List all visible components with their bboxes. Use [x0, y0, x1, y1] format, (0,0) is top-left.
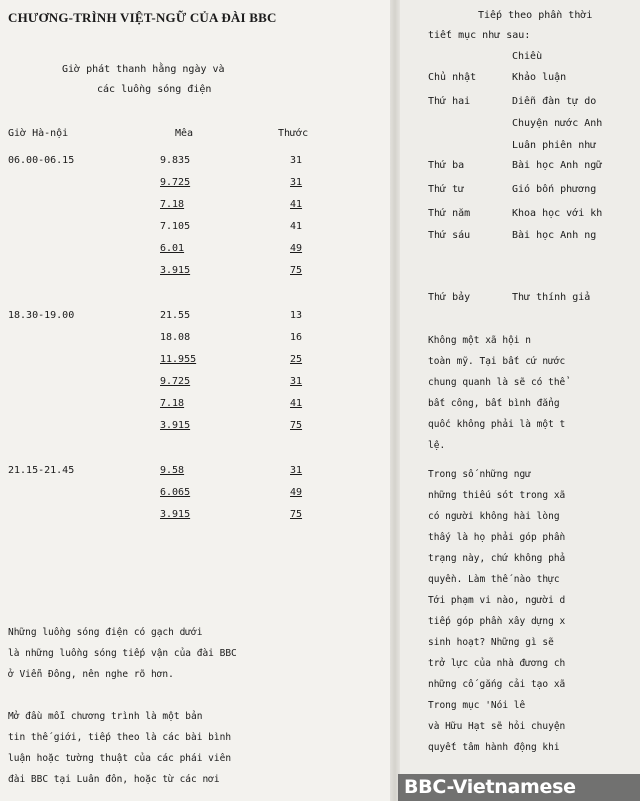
program-name: Luân phiên như	[512, 140, 597, 151]
right-intro-line-1: Tiếp theo phần thời	[478, 10, 593, 21]
frequency-value: 9.58	[160, 465, 185, 476]
day-label: Thứ tư	[428, 184, 465, 195]
text-line: trạng này, chứ không phả	[428, 553, 566, 564]
schedule-time: 21.15-21.45	[8, 465, 75, 476]
frequency-value: 6.01	[160, 243, 185, 254]
band-value: 25	[290, 354, 303, 365]
day-label: Thứ bảy	[428, 292, 471, 303]
subtitle-line-1: Giờ phát thanh hằng ngày và	[62, 64, 225, 75]
band-value: 41	[290, 199, 303, 210]
frequency-value: 9.725	[160, 376, 191, 387]
frequency-value: 9.725	[160, 177, 191, 188]
right-intro-line-2: tiết mục như sau:	[428, 30, 531, 41]
frequency-value: 3.915	[160, 420, 191, 431]
header-band: Thước	[278, 128, 309, 139]
schedule-time: 06.00-06.15	[8, 155, 75, 166]
day-label: Thứ ba	[428, 160, 465, 171]
header-frequency: Mêa	[175, 128, 194, 139]
band-value: 31	[290, 465, 303, 476]
frequency-value: 7.18	[160, 398, 185, 409]
program-name: Khoa học với kh	[512, 208, 603, 219]
schedule-time: 18.30-19.00	[8, 310, 75, 321]
program-name: Thư thính giả	[512, 292, 591, 303]
text-line: ở Viễn Đông, nên nghe rõ hơn.	[8, 669, 174, 680]
frequency-value: 3.915	[160, 509, 191, 520]
text-line: Trong số những ngư	[428, 469, 531, 480]
program-name: Diễn đàn tự do	[512, 96, 597, 107]
day-label: Chủ nhật	[428, 72, 477, 83]
text-line: và Hữu Hạt sẽ hỏi chuyện	[428, 721, 566, 732]
text-line: Mở đầu mỗi chương trình là một bản	[8, 711, 203, 722]
band-value: 13	[290, 310, 303, 321]
band-value: 41	[290, 398, 303, 409]
page-fold	[390, 0, 400, 801]
text-line: thấy là họ phải góp phần	[428, 532, 566, 543]
text-line: chung quanh là sẽ có thể	[428, 377, 566, 388]
text-line: luận hoặc tường thuật của các phái viên	[8, 753, 232, 764]
day-label: Thứ sáu	[428, 230, 471, 241]
text-line: trở lực của nhà đương ch	[428, 658, 566, 669]
program-name: Bài học Anh ngữ	[512, 160, 603, 171]
band-value: 16	[290, 332, 303, 343]
band-value: 75	[290, 509, 303, 520]
band-value: 75	[290, 420, 303, 431]
frequency-value: 6.065	[160, 487, 191, 498]
text-line: những thiếu sót trong xã	[428, 490, 566, 501]
right-paragraph-1	[428, 330, 565, 456]
program-name: Chuyện nước Anh	[512, 118, 603, 129]
text-line: bất công, bất bình đẳng	[428, 398, 560, 409]
document-title: CHƯƠNG-TRÌNH VIỆT-NGỮ CỦA ĐÀI BBC	[8, 10, 277, 25]
paragraph-program	[8, 706, 231, 790]
frequency-value: 7.105	[160, 221, 191, 232]
text-line: đài BBC tại Luân đôn, hoặc từ các nơi	[8, 774, 220, 785]
frequency-value: 18.08	[160, 332, 191, 343]
band-value: 75	[290, 265, 303, 276]
frequency-value: 21.55	[160, 310, 191, 321]
watermark-text: BBC-Vietnamese	[404, 776, 576, 798]
program-name: Khảo luận	[512, 72, 567, 83]
bbc-vietnamese-watermark	[398, 774, 640, 801]
band-value: 49	[290, 487, 303, 498]
text-line: lệ.	[428, 440, 446, 451]
text-line: quốc không phải là một t	[428, 419, 566, 430]
text-line: có người không hài lòng	[428, 511, 560, 522]
program-name: Gió bốn phương	[512, 184, 597, 195]
text-line: tiếp góp phần xây dựng x	[428, 616, 566, 627]
header-time: Giờ Hà-nội	[8, 128, 69, 139]
frequency-value: 11.955	[160, 354, 197, 365]
text-line: toàn mỹ. Tại bất cứ nước	[428, 356, 566, 367]
text-line: quyền. Làm thế nào thực	[428, 574, 560, 585]
frequency-value: 3.915	[160, 265, 191, 276]
band-value: 31	[290, 376, 303, 387]
paragraph-note	[8, 622, 237, 685]
text-line: Tới phạm vi nào, người d	[428, 595, 566, 606]
text-line: là những luồng sóng tiếp vận của đài BBC	[8, 648, 237, 659]
right-paragraph-2	[428, 464, 565, 758]
text-line: Những luồng sóng điện có gạch dưới	[8, 627, 203, 638]
text-line: sinh hoạt? Những gì sẽ	[428, 637, 554, 648]
program-name: Bài học Anh ng	[512, 230, 597, 241]
text-line: Không một xã hội n	[428, 335, 531, 346]
frequency-value: 7.18	[160, 199, 185, 210]
band-value: 41	[290, 221, 303, 232]
right-page	[400, 0, 640, 801]
frequency-value: 9.835	[160, 155, 191, 166]
band-value: 31	[290, 177, 303, 188]
text-line: những cố gắng cải tạo xã	[428, 679, 566, 690]
text-line: Trong mục 'Nói lê	[428, 700, 526, 711]
day-label: Thứ năm	[428, 208, 471, 219]
band-value: 49	[290, 243, 303, 254]
band-value: 31	[290, 155, 303, 166]
right-chieu-heading: Chiều	[512, 51, 543, 62]
text-line: tin thế giới, tiếp theo là các bài bình	[8, 732, 232, 743]
day-label: Thứ hai	[428, 96, 471, 107]
subtitle-line-2: các luồng sóng điện	[97, 84, 212, 95]
text-line: quyết tâm hành động khi	[428, 742, 560, 753]
